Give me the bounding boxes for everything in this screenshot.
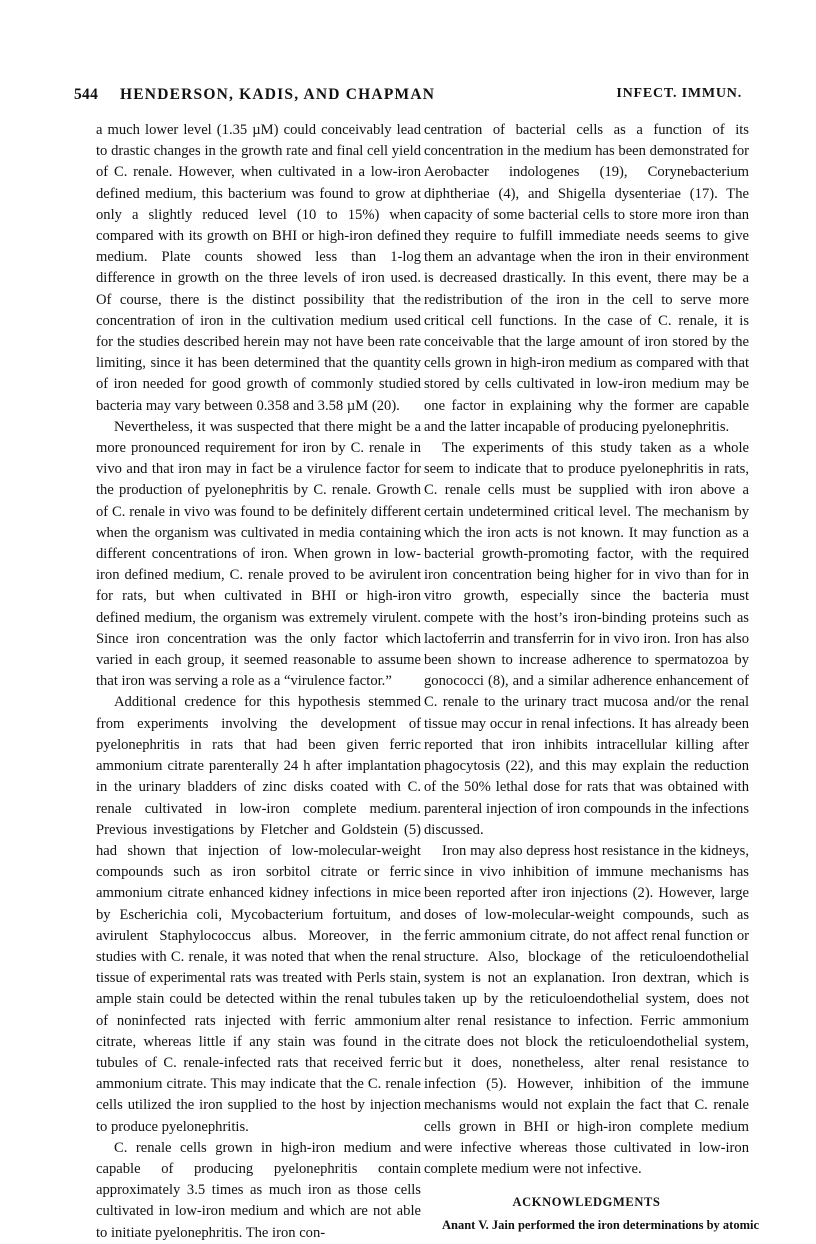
acknowledgments-heading: ACKNOWLEDGMENTS bbox=[512, 1195, 661, 1210]
page-number: 544 bbox=[74, 86, 99, 103]
paragraph: The experiments of this study taken as a whole seem to indicate that to produce pyelonephritis in rats, C. renale cells must be supplied with iron above a certain undetermined critical level. The mechanism by which the iron acts is not known. It may function as a bacterial growth-promoting factor, with the required iron concentration being higher for in vivo than for in vitro growth, especially since the bacteria must compete with the host’s iron-binding proteins such as lactoferrin and transferrin for in vivo iron. Iron has also been shown to increase adherence to spermatozoa by gonococci (8), and a similar adherence enhancement of C. renale to the urinary tract mucosa and/or the renal tissue may occur in renal infections. It has already been reported that iron inhibits intracellular killing after phagocytosis (22), and this may explain the reduction of the 50% lethal dose for rats that was obtained with parenteral injection of iron compounds in the infections discussed. bbox=[424, 440, 749, 838]
running-head-authors: HENDERSON, KADIS, AND CHAPMAN bbox=[120, 86, 436, 103]
running-head-journal: INFECT. IMMUN. bbox=[616, 86, 742, 101]
paragraph: Iron may also depress host resistance in the kidneys, since in vivo inhibition of immune mechanisms has been reported after iron injections (2). However, large doses of low-molecular-weight compounds, such as ferric ammonium citrate, do not affect renal function or structure. Also, blockage of the reticuloendothelial system is not an explanation. Iron dextran, which is taken up by the reticuloendothelial system, does not alter renal resistance to infection. Ferric ammonium citrate does not block the reticuloendothelial system, but it does, nonetheless, alter renal resistance to infection (5). However, inhibition of the immune mechanisms would not explain the fact that C. renale cells grown in BHI or high-iron complete medium were infective whereas those cultivated in low-iron complete medium were not infective. bbox=[424, 842, 749, 1177]
acknowledgments-text: Anant V. Jain performed the iron determinations by atomic bbox=[442, 1218, 760, 1233]
paragraph: C. renale cells grown in high-iron medium and capable of producing pyelonephritis contain approximately 3.5 times as much iron as those cells cultivated in low-iron medium and which are not able to initiate pyelonephritis. The iron con- bbox=[96, 1139, 421, 1241]
paragraph: a much lower level (1.35 µM) could conceivably lead to drastic changes in the growth rate and final cell yield of C. renale. However, when cultivated in a low-iron defined medium, this bacterium was found to grow at only a slightly reduced level (10 to 15%) when compared with its growth on BHI or high-iron defined medium. Plate counts showed less than 1-log difference in growth on the three levels of iron used. Of course, there is the distinct possibility that the concentration of iron in the cultivation medium used for the studies described herein may not have been rate limiting, since it has been determined that the quantity of iron needed for good growth of commonly studied bacteria may vary between 0.358 and 3.58 µM (20). bbox=[96, 122, 421, 414]
right-column bbox=[424, 120, 760, 1234]
paragraph: Nevertheless, it was suspected that there might be a more pronounced requirement for iron by C. renale in vivo and that iron may in fact be a virulence factor for the production of pyelonephritis by C. renale. Growth of C. renale in vivo was found to be definitely different when the organism was cultivated in media containing different concentrations of iron. When grown in low-iron defined medium, C. renale proved to be avirulent for rats, but when cultivated in BHI or high-iron defined medium, the organism was extremely virulent. Since iron concentration was the only factor which varied in each group, it seemed reasonable to assume that iron was serving a role as a “virulence factor.” bbox=[96, 418, 421, 690]
paragraph: centration of bacterial cells as a function of its concentration in the medium has been demonstrated for Aerobacter indologenes (19), Corynebacterium diphtheriae (4), and Shigella dysenteriae (17). The capacity of some bacterial cells to store more iron than they require to fulfill immediate needs seems to give them an advantage when the iron in their environment is decreased drastically. In this event, there may be a redistribution of the iron in the cell to serve more critical cell functions. In the case of C. renale, it is conceivable that the large amount of iron stored by the cells grown in high-iron medium as compared with that stored by cells cultivated in low-iron medium may be one factor in explaining why the former are capable and the latter incapable of producing pyelonephritis. bbox=[424, 122, 749, 435]
paragraph: Additional credence for this hypothesis stemmed from experiments involving the development of pyelonephritis in rats that had been given ferric ammonium citrate parenterally 24 h after implantation in the urinary bladders of zinc disks coated with C. renale cultivated in low-iron complete medium. Previous investigations by Fletcher and Goldstein (5) had shown that injection of low-molecular-weight compounds such as iron sorbitol citrate or ferric ammonium citrate enhanced kidney infections in mice by Escherichia coli, Mycobacterium fortuitum, and avirulent Staphylococcus albus. Moreover, in the studies with C. renale, it was noted that when the renal tissue of experimental rats was treated with Perls stain, ample stain could be detected within the renal tubules of noninfected rats injected with ferric ammonium citrate, whereas little if any stain was found in the tubules of C. renale-infected rats that received ferric ammonium citrate. This may indicate that the C. renale cells utilized the iron supplied to the host by injection to produce pyelonephritis. bbox=[96, 694, 421, 1135]
running-header bbox=[74, 86, 742, 110]
left-column bbox=[96, 120, 421, 1244]
